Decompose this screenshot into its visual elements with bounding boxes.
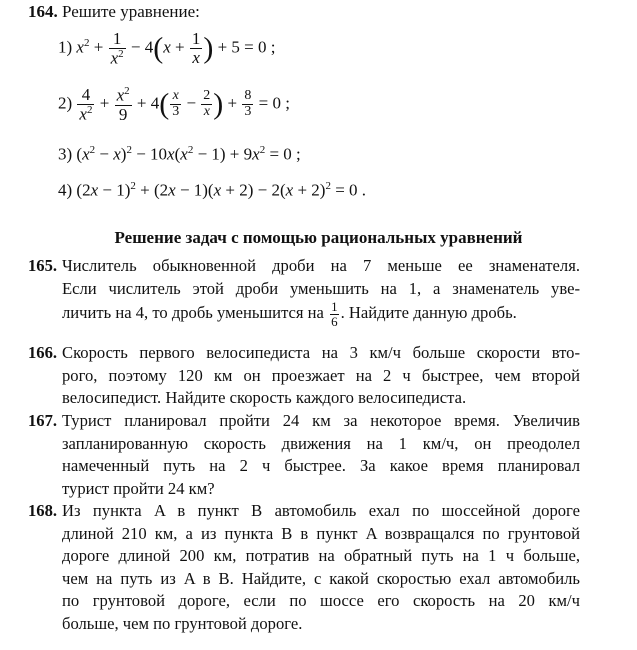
equation-2: 2) $\frac{4}{x^2}$ + $\frac{x^2}{9}$ + 4( $\frac{x}{3}$ − $\frac{2}{x}$ ) + $\frac{8}{3}$ = 0 ; xyxy=(58,85,290,124)
exercise-number: 164. xyxy=(28,2,58,21)
problem-text xyxy=(62,500,580,635)
fraction: $\frac{1}{x^2}$ xyxy=(110,29,124,68)
text-line: чем на путь из A в B. Найдите, с какой скоростью ехал автомобиль xyxy=(62,568,580,588)
problem-166 xyxy=(28,342,580,410)
text-fragment: . Найдите данную дробь. xyxy=(340,302,517,322)
text-line: турист пройти 24 км? xyxy=(62,478,215,498)
text-line: Из пункта A в пункт B автомобиль ехал по шоссейной дороге xyxy=(62,501,580,520)
problem-167 xyxy=(28,410,580,500)
fraction: $\frac{8}{3}$ xyxy=(244,88,252,120)
text-line: по грунтовой дороге, если по шоссе его скорость на 20 км/ч xyxy=(62,591,580,610)
equation-1: 1) $x^2$ + $\frac{1}{x^2}$ − 4(x + $\frac{1}{x}$ ) + 5 = 0 ; xyxy=(58,29,276,68)
problem-number: 168. xyxy=(28,501,58,520)
text-line: Если числитель этой дроби уменьшить на 1, а знаменатель уве- xyxy=(62,278,580,298)
text-line: запланированную скорость движения на 1 км/ч, он преодолел xyxy=(62,433,580,453)
equation-label: 2) xyxy=(58,93,73,113)
problem-text xyxy=(62,255,580,328)
problem-text xyxy=(62,410,580,500)
text-line: Числитель обыкновенной дроби на 7 меньше ее знаменателя. xyxy=(62,256,580,275)
text-fragment: личить на 4, то дробь уменьшится на xyxy=(62,302,324,322)
fraction: $\frac{1}{x}$ xyxy=(191,29,201,68)
exercise-instruction: Решите уравнение: xyxy=(62,2,200,21)
problem-168 xyxy=(28,500,580,635)
equation-4: 4) $(2x - 1)^2 + (2x - 1)(x + 2) - 2(x + 2)^2 = 0$ . xyxy=(58,180,367,200)
text-line: намеченный путь на 2 ч быстрее. За какое время планировал xyxy=(62,456,580,475)
fraction: $\frac{x}{3}$ xyxy=(172,88,180,120)
problem-165 xyxy=(28,255,580,328)
fraction: $\frac{4}{x^2}$ xyxy=(79,85,93,124)
problem-number: 167. xyxy=(28,411,58,430)
exercise-164-header xyxy=(28,2,200,22)
problem-number: 166. xyxy=(28,343,58,362)
problem-text xyxy=(62,342,580,410)
fraction xyxy=(330,300,339,328)
fraction: $\frac{2}{x}$ xyxy=(203,88,211,120)
fraction-denominator: 6 xyxy=(331,313,338,329)
text-line: велосипедист. Найдите скорость каждого велосипедиста. xyxy=(62,388,467,407)
equation-label: 3) xyxy=(58,144,73,164)
problem-number: 165. xyxy=(28,256,58,275)
text-line: длиной 210 км, а из пункта B в пункт A возвращался по грунтовой xyxy=(62,523,580,543)
text-line: рого, поэтому 120 км он проезжает на 2 ч быстрее, чем второй xyxy=(62,365,580,385)
text-line: Скорость первого велосипедиста на 3 км/ч больше скорости вто- xyxy=(62,343,580,362)
section-title: Решение задач с помощью рациональных уравнений xyxy=(114,228,523,247)
equation-3: 3) $(x^2 - x)^2 - 10x(x^2 - 1) + 9x^2 = 0$ ; xyxy=(58,144,301,164)
text-line: дороге длиной 200 км, потратив на обратный путь на 1 ч больше, xyxy=(62,546,580,565)
fraction: $\frac{x^2}{9}$ xyxy=(116,85,130,124)
text-line: Турист планировал пройти 24 км за некоторое время. Увеличив xyxy=(62,411,580,430)
equation-label: 1) xyxy=(58,37,73,57)
text-line: больше, чем по грунтовой дороге. xyxy=(62,613,303,633)
text-line xyxy=(62,300,580,328)
equation-label: 4) xyxy=(58,180,73,200)
fraction-numerator: 1 xyxy=(331,299,338,314)
